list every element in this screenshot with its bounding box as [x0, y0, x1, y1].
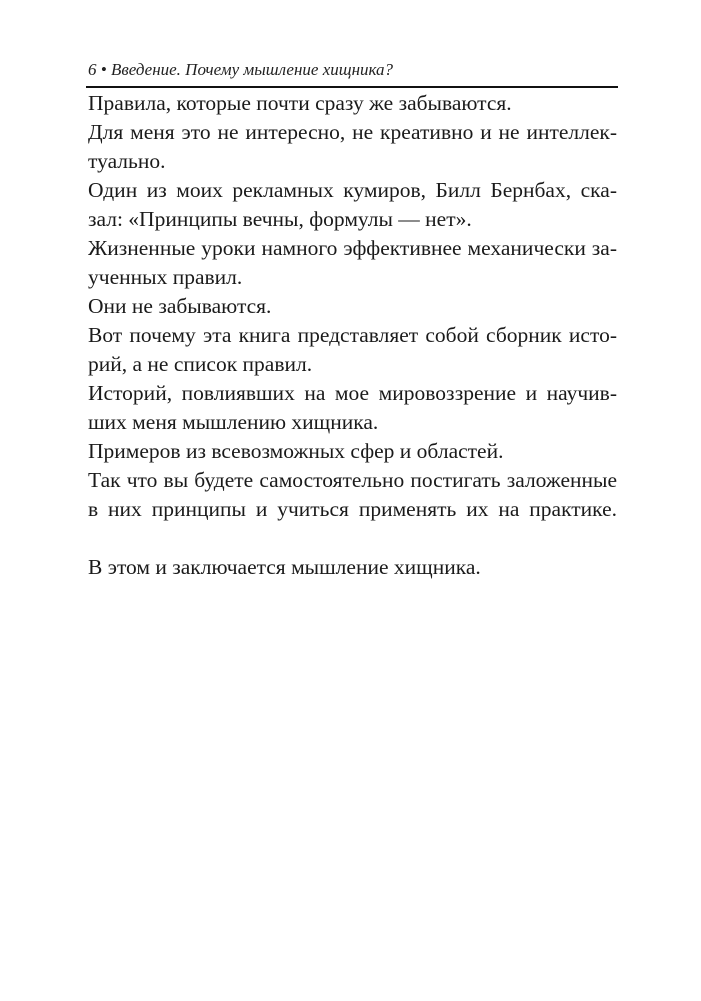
running-title: Введение. Почему мышление хищника?: [110, 60, 394, 79]
text-line: зал: «Принципы вечны, формулы — нет».: [88, 207, 472, 231]
text-line: Вот почему эта книга представляет собой сборник исто-: [88, 323, 617, 347]
text-line: Примеров из всевозможных сфер и областей.: [88, 439, 504, 463]
text-line: Правила, которые почти сразу же забываются.: [88, 91, 512, 115]
page-body: [88, 89, 617, 582]
page-number: 6: [88, 60, 97, 79]
text-line: Жизненные уроки намного эффективнее механически за-: [88, 236, 617, 260]
paragraph-gap: [88, 524, 617, 553]
text-line: Так что вы будете самостоятельно постигать заложенные: [88, 468, 617, 492]
text-line: Историй, повлиявших на мое мировоззрение и научив-: [88, 381, 617, 405]
text-line: ших меня мышлению хищника.: [88, 410, 379, 434]
text-line: рий, а не список правил.: [88, 352, 313, 376]
text-line: Один из моих рекламных кумиров, Билл Бернбах, ска-: [88, 178, 617, 202]
text-line: туально.: [88, 149, 166, 173]
closing-line: В этом и заключается мышление хищника.: [88, 555, 481, 579]
header-rule: [86, 86, 618, 88]
running-header: [88, 60, 617, 80]
text-line: в них принципы и учиться применять их на практике.: [88, 497, 617, 521]
text-line: Для меня это не интересно, не креативно и не интеллек-: [88, 120, 617, 144]
bullet: •: [100, 60, 107, 79]
text-line: Они не забываются.: [88, 294, 272, 318]
text-line: ученных правил.: [88, 265, 243, 289]
